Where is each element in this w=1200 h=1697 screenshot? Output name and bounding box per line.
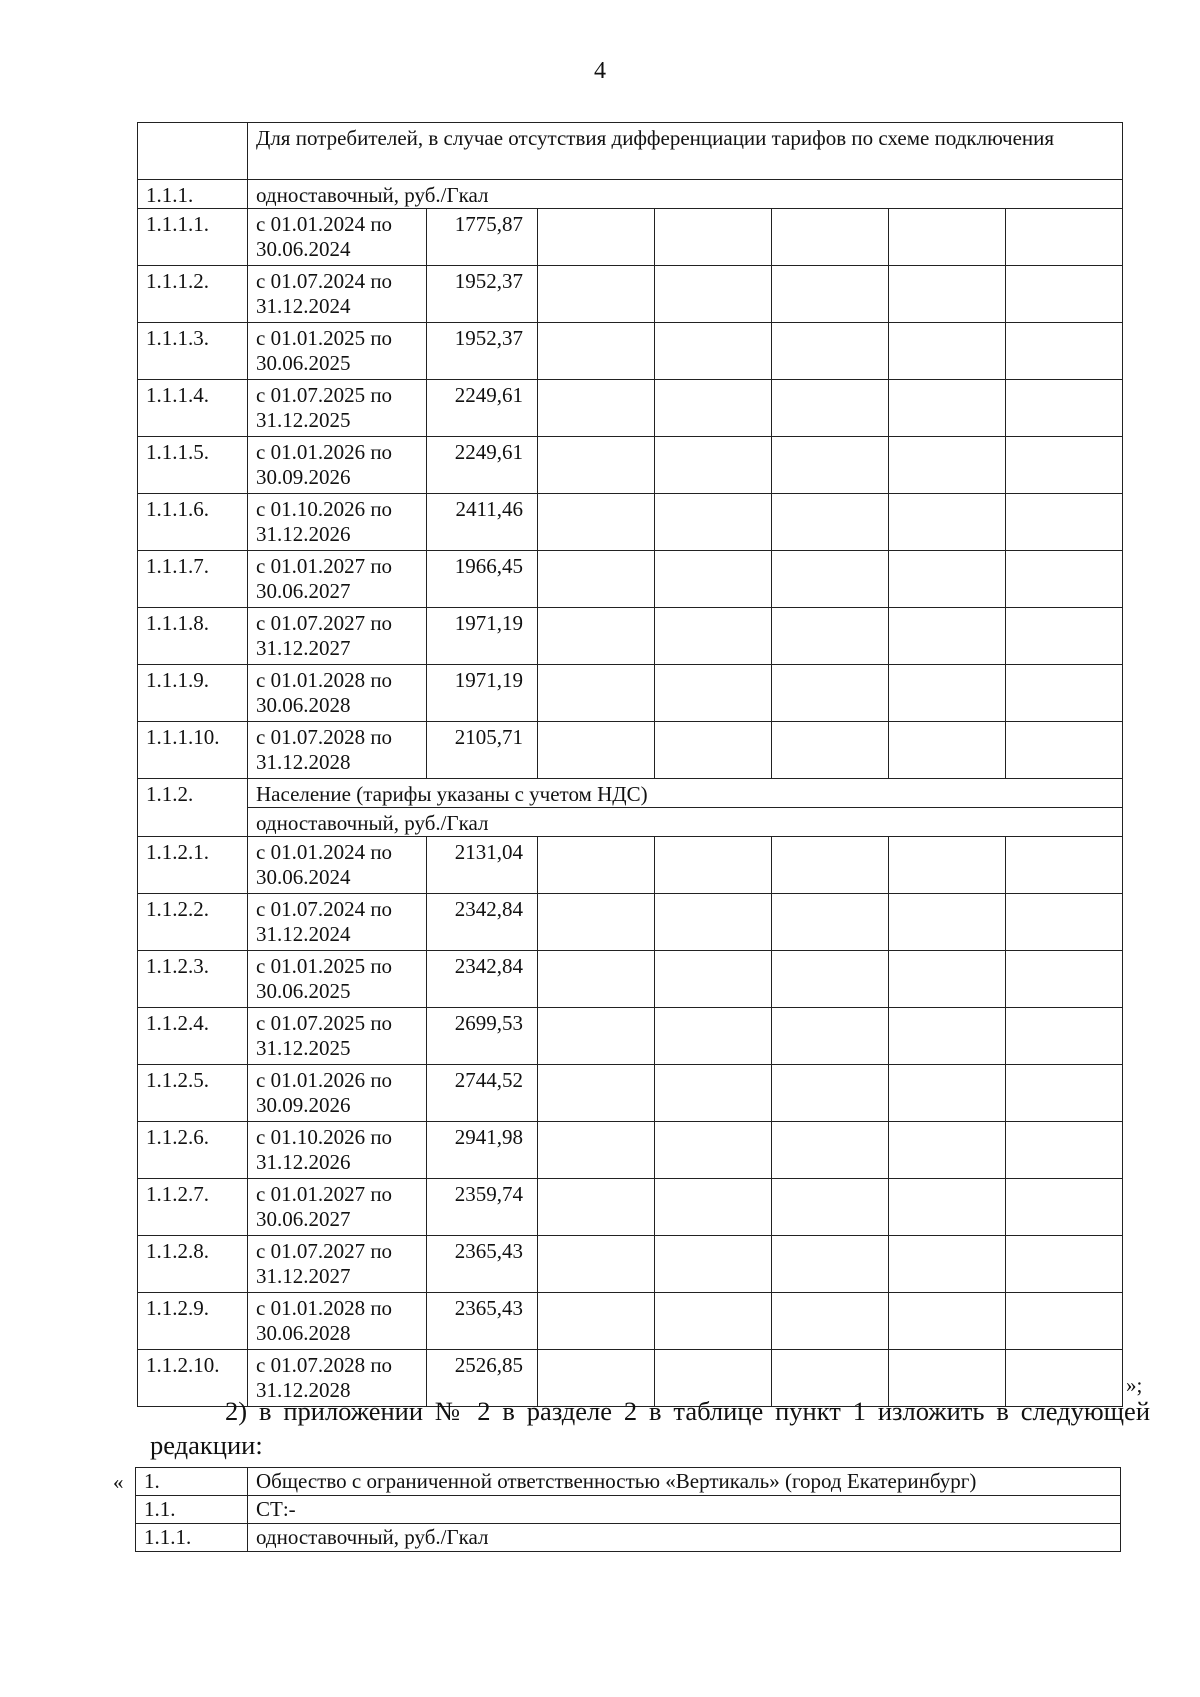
row-period: с 01.07.2027 по 31.12.2027 — [248, 608, 427, 665]
paragraph-line-1: 2) в приложении № 2 в разделе 2 в таблице пункт 1 изложить в следующей — [225, 1396, 1150, 1426]
empty-cell — [655, 1122, 772, 1179]
empty-cell — [772, 951, 889, 1008]
empty-cell — [772, 551, 889, 608]
empty-cell — [1006, 437, 1123, 494]
tariff-row — [138, 494, 1123, 551]
empty-cell — [1006, 608, 1123, 665]
header-text-cell: Для потребителей, в случае отсутствия дифференциации тарифов по схеме подключения — [248, 123, 1123, 180]
row-value: 2131,04 — [427, 837, 538, 894]
empty-cell — [1006, 894, 1123, 951]
empty-cell — [889, 1122, 1006, 1179]
empty-cell — [772, 1236, 889, 1293]
page-number: 4 — [594, 58, 606, 84]
empty-cell — [889, 608, 1006, 665]
row-code: 1.1.1.6. — [138, 494, 248, 551]
row-value: 1952,37 — [427, 266, 538, 323]
row-code: 1.1.1.2. — [138, 266, 248, 323]
empty-cell — [655, 551, 772, 608]
empty-cell — [889, 894, 1006, 951]
tariff-row — [138, 1008, 1123, 1065]
opening-quote: « — [113, 1470, 124, 1494]
empty-cell — [772, 837, 889, 894]
empty-cell — [772, 608, 889, 665]
org-row — [136, 1524, 1121, 1552]
empty-cell — [772, 494, 889, 551]
tariff-row — [138, 1065, 1123, 1122]
org-row-text: СТ:- — [248, 1496, 1121, 1524]
closing-quote: »; — [1126, 1373, 1143, 1397]
tariff-row — [138, 266, 1123, 323]
tariff-row — [138, 608, 1123, 665]
row-value: 2105,71 — [427, 722, 538, 779]
row-value: 2342,84 — [427, 951, 538, 1008]
empty-cell — [772, 722, 889, 779]
empty-cell — [772, 1179, 889, 1236]
row-period: с 01.01.2025 по 30.06.2025 — [248, 951, 427, 1008]
empty-cell — [772, 323, 889, 380]
row-code: 1.1.2.3. — [138, 951, 248, 1008]
empty-cell — [538, 1065, 655, 1122]
empty-cell — [538, 894, 655, 951]
empty-cell — [538, 209, 655, 266]
tariff-table — [137, 122, 1123, 1407]
org-row-code: 1.1. — [136, 1496, 248, 1524]
empty-cell — [1006, 722, 1123, 779]
org-row-text: Общество с ограниченной ответственностью «Вертикаль» (город Екатеринбург) — [248, 1468, 1121, 1496]
row-period: с 01.07.2024 по 31.12.2024 — [248, 266, 427, 323]
row-code: 1.1.1.8. — [138, 608, 248, 665]
empty-cell — [772, 1065, 889, 1122]
row-code: 1.1.2.5. — [138, 1065, 248, 1122]
tariff-row — [138, 323, 1123, 380]
empty-cell — [538, 1236, 655, 1293]
empty-cell — [655, 1293, 772, 1350]
section-label: одноставочный, руб./Гкал — [248, 180, 1123, 209]
empty-cell — [1006, 837, 1123, 894]
empty-cell — [655, 665, 772, 722]
org-row — [136, 1468, 1121, 1496]
row-value: 2526,85 — [427, 1350, 538, 1407]
row-code: 1.1.1.7. — [138, 551, 248, 608]
org-row-code: 1.1.1. — [136, 1524, 248, 1552]
row-code: 1.1.2.10. — [138, 1350, 248, 1407]
empty-cell — [889, 380, 1006, 437]
empty-cell — [655, 894, 772, 951]
empty-cell — [889, 722, 1006, 779]
empty-cell — [538, 722, 655, 779]
empty-cell — [1006, 665, 1123, 722]
row-code: 1.1.2.4. — [138, 1008, 248, 1065]
row-period: с 01.07.2028 по 31.12.2028 — [248, 722, 427, 779]
row-code: 1.1.1.1. — [138, 209, 248, 266]
empty-cell — [889, 437, 1006, 494]
section-code: 1.1.1. — [138, 180, 248, 209]
row-value: 1952,37 — [427, 323, 538, 380]
tariff-row — [138, 894, 1123, 951]
section-row — [138, 779, 1123, 808]
row-period: с 01.07.2028 по 31.12.2028 — [248, 1350, 427, 1407]
empty-cell — [538, 380, 655, 437]
row-period: с 01.01.2024 по 30.06.2024 — [248, 837, 427, 894]
row-period: с 01.07.2025 по 31.12.2025 — [248, 380, 427, 437]
empty-cell — [538, 608, 655, 665]
row-code: 1.1.1.9. — [138, 665, 248, 722]
tariff-row — [138, 1236, 1123, 1293]
row-code: 1.1.1.10. — [138, 722, 248, 779]
section-label: одноставочный, руб./Гкал — [248, 808, 1123, 837]
row-period: с 01.07.2024 по 31.12.2024 — [248, 894, 427, 951]
tariff-row — [138, 551, 1123, 608]
row-value: 1775,87 — [427, 209, 538, 266]
empty-cell — [772, 1293, 889, 1350]
empty-cell — [538, 494, 655, 551]
row-value: 2359,74 — [427, 1179, 538, 1236]
row-period: с 01.01.2026 по 30.09.2026 — [248, 437, 427, 494]
row-value: 2365,43 — [427, 1293, 538, 1350]
empty-cell — [538, 551, 655, 608]
empty-cell — [538, 1122, 655, 1179]
row-period: с 01.01.2027 по 30.06.2027 — [248, 1179, 427, 1236]
tariff-row — [138, 1122, 1123, 1179]
empty-cell — [655, 722, 772, 779]
row-code: 1.1.2.8. — [138, 1236, 248, 1293]
tariff-row — [138, 1179, 1123, 1236]
empty-cell — [1006, 380, 1123, 437]
empty-cell — [1006, 551, 1123, 608]
row-period: с 01.07.2027 по 31.12.2027 — [248, 1236, 427, 1293]
empty-cell — [1006, 1179, 1123, 1236]
org-row-text: одноставочный, руб./Гкал — [248, 1524, 1121, 1552]
empty-cell — [538, 665, 655, 722]
row-code: 1.1.1.4. — [138, 380, 248, 437]
empty-cell — [889, 837, 1006, 894]
tariff-row — [138, 951, 1123, 1008]
empty-cell — [538, 837, 655, 894]
tariff-row — [138, 380, 1123, 437]
empty-cell — [538, 951, 655, 1008]
empty-cell — [655, 437, 772, 494]
row-value: 2342,84 — [427, 894, 538, 951]
org-row-code: 1. — [136, 1468, 248, 1496]
empty-cell — [655, 266, 772, 323]
section-row — [138, 180, 1123, 209]
row-code: 1.1.1.3. — [138, 323, 248, 380]
row-value: 1971,19 — [427, 665, 538, 722]
empty-cell — [889, 1293, 1006, 1350]
empty-cell — [772, 437, 889, 494]
empty-cell — [772, 266, 889, 323]
row-value: 1971,19 — [427, 608, 538, 665]
row-value: 1966,45 — [427, 551, 538, 608]
empty-cell — [1006, 209, 1123, 266]
row-period: с 01.01.2027 по 30.06.2027 — [248, 551, 427, 608]
empty-cell — [772, 380, 889, 437]
row-value: 2699,53 — [427, 1008, 538, 1065]
empty-cell — [772, 1122, 889, 1179]
empty-cell — [772, 665, 889, 722]
empty-cell — [1006, 1065, 1123, 1122]
row-period: с 01.01.2026 по 30.09.2026 — [248, 1065, 427, 1122]
paragraph-line-2: редакции: — [150, 1430, 263, 1460]
org-table — [135, 1467, 1121, 1552]
empty-cell — [655, 494, 772, 551]
empty-cell — [538, 437, 655, 494]
row-value: 2365,43 — [427, 1236, 538, 1293]
empty-cell — [655, 209, 772, 266]
row-code: 1.1.1.5. — [138, 437, 248, 494]
org-row — [136, 1496, 1121, 1524]
tariff-row — [138, 437, 1123, 494]
tariff-row — [138, 722, 1123, 779]
empty-cell — [655, 323, 772, 380]
row-period: с 01.01.2025 по 30.06.2025 — [248, 323, 427, 380]
row-code: 1.1.2.2. — [138, 894, 248, 951]
row-value: 2744,52 — [427, 1065, 538, 1122]
empty-cell — [889, 1008, 1006, 1065]
header-code-cell — [138, 123, 248, 180]
empty-cell — [655, 608, 772, 665]
empty-cell — [889, 209, 1006, 266]
empty-cell — [772, 894, 889, 951]
row-value: 2941,98 — [427, 1122, 538, 1179]
empty-cell — [772, 209, 889, 266]
tariff-row — [138, 665, 1123, 722]
empty-cell — [889, 266, 1006, 323]
empty-cell — [1006, 951, 1123, 1008]
empty-cell — [1006, 1236, 1123, 1293]
tariff-row — [138, 1293, 1123, 1350]
empty-cell — [655, 1008, 772, 1065]
empty-cell — [655, 1065, 772, 1122]
empty-cell — [538, 266, 655, 323]
row-period: с 01.01.2028 по 30.06.2028 — [248, 1293, 427, 1350]
section-row — [138, 808, 1123, 837]
row-code: 1.1.2.9. — [138, 1293, 248, 1350]
tariff-row — [138, 837, 1123, 894]
empty-cell — [655, 951, 772, 1008]
row-code: 1.1.2.6. — [138, 1122, 248, 1179]
empty-cell — [655, 837, 772, 894]
empty-cell — [889, 665, 1006, 722]
empty-cell — [889, 551, 1006, 608]
empty-cell — [538, 1293, 655, 1350]
empty-cell — [655, 1236, 772, 1293]
empty-cell — [655, 380, 772, 437]
empty-cell — [1006, 266, 1123, 323]
section-title: Население (тарифы указаны с учетом НДС) — [248, 779, 1123, 808]
empty-cell — [889, 1236, 1006, 1293]
empty-cell — [655, 1179, 772, 1236]
row-period: с 01.07.2025 по 31.12.2025 — [248, 1008, 427, 1065]
row-code: 1.1.2.7. — [138, 1179, 248, 1236]
row-period: с 01.10.2026 по 31.12.2026 — [248, 1122, 427, 1179]
empty-cell — [1006, 1008, 1123, 1065]
row-period: с 01.01.2028 по 30.06.2028 — [248, 665, 427, 722]
empty-cell — [889, 494, 1006, 551]
empty-cell — [1006, 1122, 1123, 1179]
empty-cell — [772, 1008, 889, 1065]
empty-cell — [1006, 1293, 1123, 1350]
empty-cell — [889, 1065, 1006, 1122]
row-value: 2249,61 — [427, 437, 538, 494]
row-value: 2411,46 — [427, 494, 538, 551]
empty-cell — [538, 323, 655, 380]
empty-cell — [889, 1179, 1006, 1236]
row-code: 1.1.2.1. — [138, 837, 248, 894]
section-code: 1.1.2. — [138, 779, 248, 837]
header-row — [138, 123, 1123, 180]
amendment-paragraph — [150, 1394, 1150, 1462]
row-value: 2249,61 — [427, 380, 538, 437]
tariff-row — [138, 209, 1123, 266]
empty-cell — [538, 1179, 655, 1236]
empty-cell — [889, 323, 1006, 380]
empty-cell — [889, 951, 1006, 1008]
row-period: с 01.10.2026 по 31.12.2026 — [248, 494, 427, 551]
empty-cell — [1006, 323, 1123, 380]
row-period: с 01.01.2024 по 30.06.2024 — [248, 209, 427, 266]
empty-cell — [538, 1008, 655, 1065]
empty-cell — [1006, 494, 1123, 551]
